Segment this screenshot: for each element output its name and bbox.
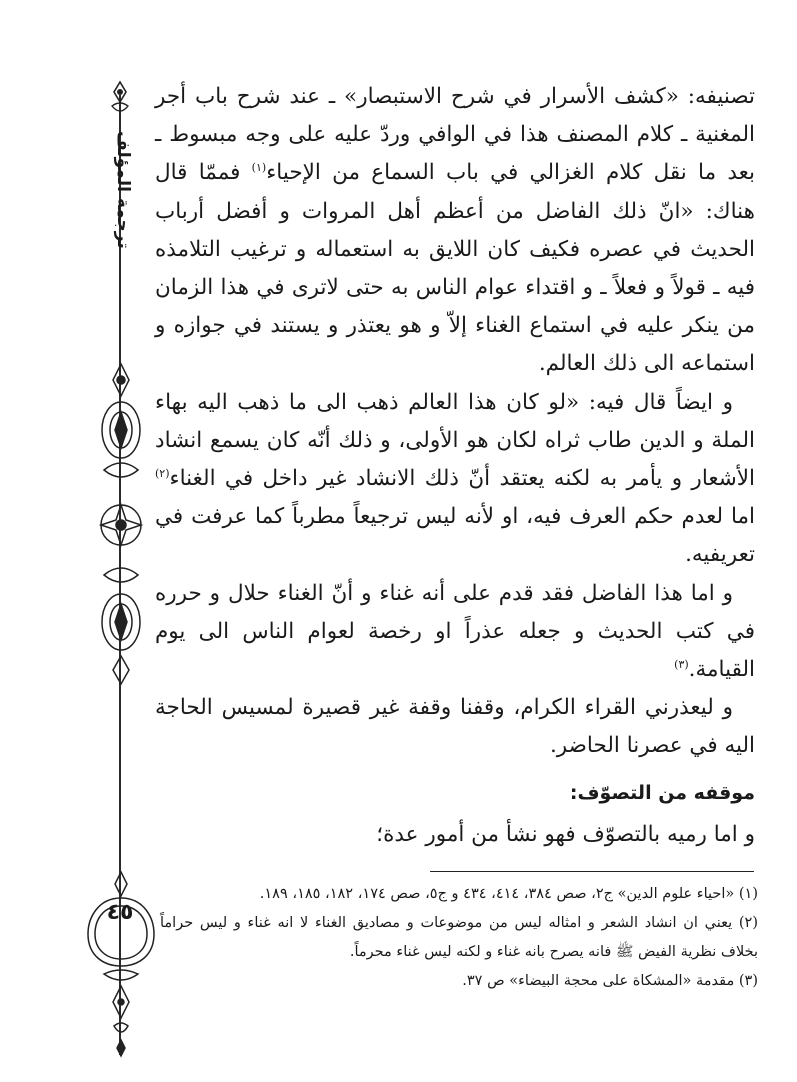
- footnote-reference[interactable]: (٢): [155, 466, 170, 480]
- footnote-text: «احياء علوم الدين» ج٢، صص ٣٨٤، ٤١٤، ٤٣٤ و ج٥، صص ١٧٤، ١٨٢، ١٨٥، ١٨٩.: [259, 886, 735, 902]
- footnote-reference[interactable]: (٣): [674, 657, 689, 671]
- footnote-marker: (٣): [738, 973, 758, 989]
- paragraph-text: و ليعذرني القراء الكرام، وقفنا وقفة غير قصيرة لمسيس الحاجة اليه في عصرنا الحاضر.: [155, 695, 755, 759]
- footnote-text: مقدمة «المشكاة على محجة البيضاء» ص ٣٧.: [462, 973, 735, 989]
- middle-ornament-icon: [96, 360, 146, 690]
- paragraph: [155, 575, 755, 690]
- footnote: [160, 880, 758, 909]
- paragraph: [155, 384, 755, 575]
- footnotes: [160, 880, 758, 996]
- paragraph-text: اما لعدم حكم العرف فيه، او لأنه ليس ترجيعاً مطرباً كما عرفت في تعريفيه.: [155, 504, 755, 568]
- paragraph-text: و اما هذا الفاضل فقد قدم على أنه غناء و أنّ الغناء حلال و حرره في كتب الحديث و جعله عذراً او رخصة لعوام الناس الى يوم القيامة.: [155, 580, 755, 683]
- footnote-text: يعني ان انشاد الشعر و امثاله ليس من موضوعات و مصاديق الغناء لا انه غناء و ليس حراماً بخلاف نظرية الفيض ﷺ فانه يصرح بانه غناء و لكنه ليس غناء محرماً.: [160, 915, 758, 960]
- paragraph-text: فممّا قال هناك: «انّ ذلك الفاضل من أعظم أهل المروات و أفضل أرباب الحديث في عصره فكيف كان اللايق به استعماله و ترغيب التلامذه فيه ـ قولاً و فعلاً ـ و اقتداء عوام الناس به حتى لاترى في هذا الزمان من ينكر عليه في استماع الغناء إلاّ و هو يعتذر و يستند في جوازه و استماعه الى ذلك العالم.: [155, 160, 755, 377]
- main-text: [155, 78, 755, 766]
- running-title: ترجمة المؤلف: [113, 131, 133, 249]
- section-heading: موقفه من التصوّف:: [569, 782, 755, 804]
- footnote: [160, 909, 758, 967]
- footnote: [160, 967, 758, 996]
- paragraph: [155, 689, 755, 765]
- top-ornament-icon: [106, 80, 134, 120]
- page-number: ٤٥: [106, 900, 134, 925]
- section-body: و اما رميه بالتصوّف فهو نشأ من أمور عدة؛: [376, 822, 755, 847]
- bottom-ornament-icon: [84, 870, 158, 1060]
- footnote-marker: (٢): [738, 915, 758, 931]
- footnote-reference[interactable]: (١): [251, 161, 267, 175]
- paragraph-text: تصنيفه: «كشف الأسرار في شرح الاستبصار» ـ عند شرح باب أجر المغنية ـ كلام المصنف هذا في الوافي وردّ عليه على وجه مبسوط ـ بعد ما نقل كلام الغزالي في باب السماع من الإحياء: [155, 84, 756, 186]
- footnote-marker: (١): [738, 886, 758, 902]
- paragraph: [155, 78, 755, 384]
- paragraph-text: و ايضاً قال فيه: «لو كان هذا العالم ذهب الى ما ذهب اليه بهاء الملة و الدين طاب ثراه لكان هو الأولى، و ذلك أنّه كان يسمع انشاد الأشعار و يأمر به لكنه يعتقد أنّ ذلك الانشاد غير داخل في الغناء: [155, 389, 755, 492]
- footnote-divider: [430, 871, 754, 872]
